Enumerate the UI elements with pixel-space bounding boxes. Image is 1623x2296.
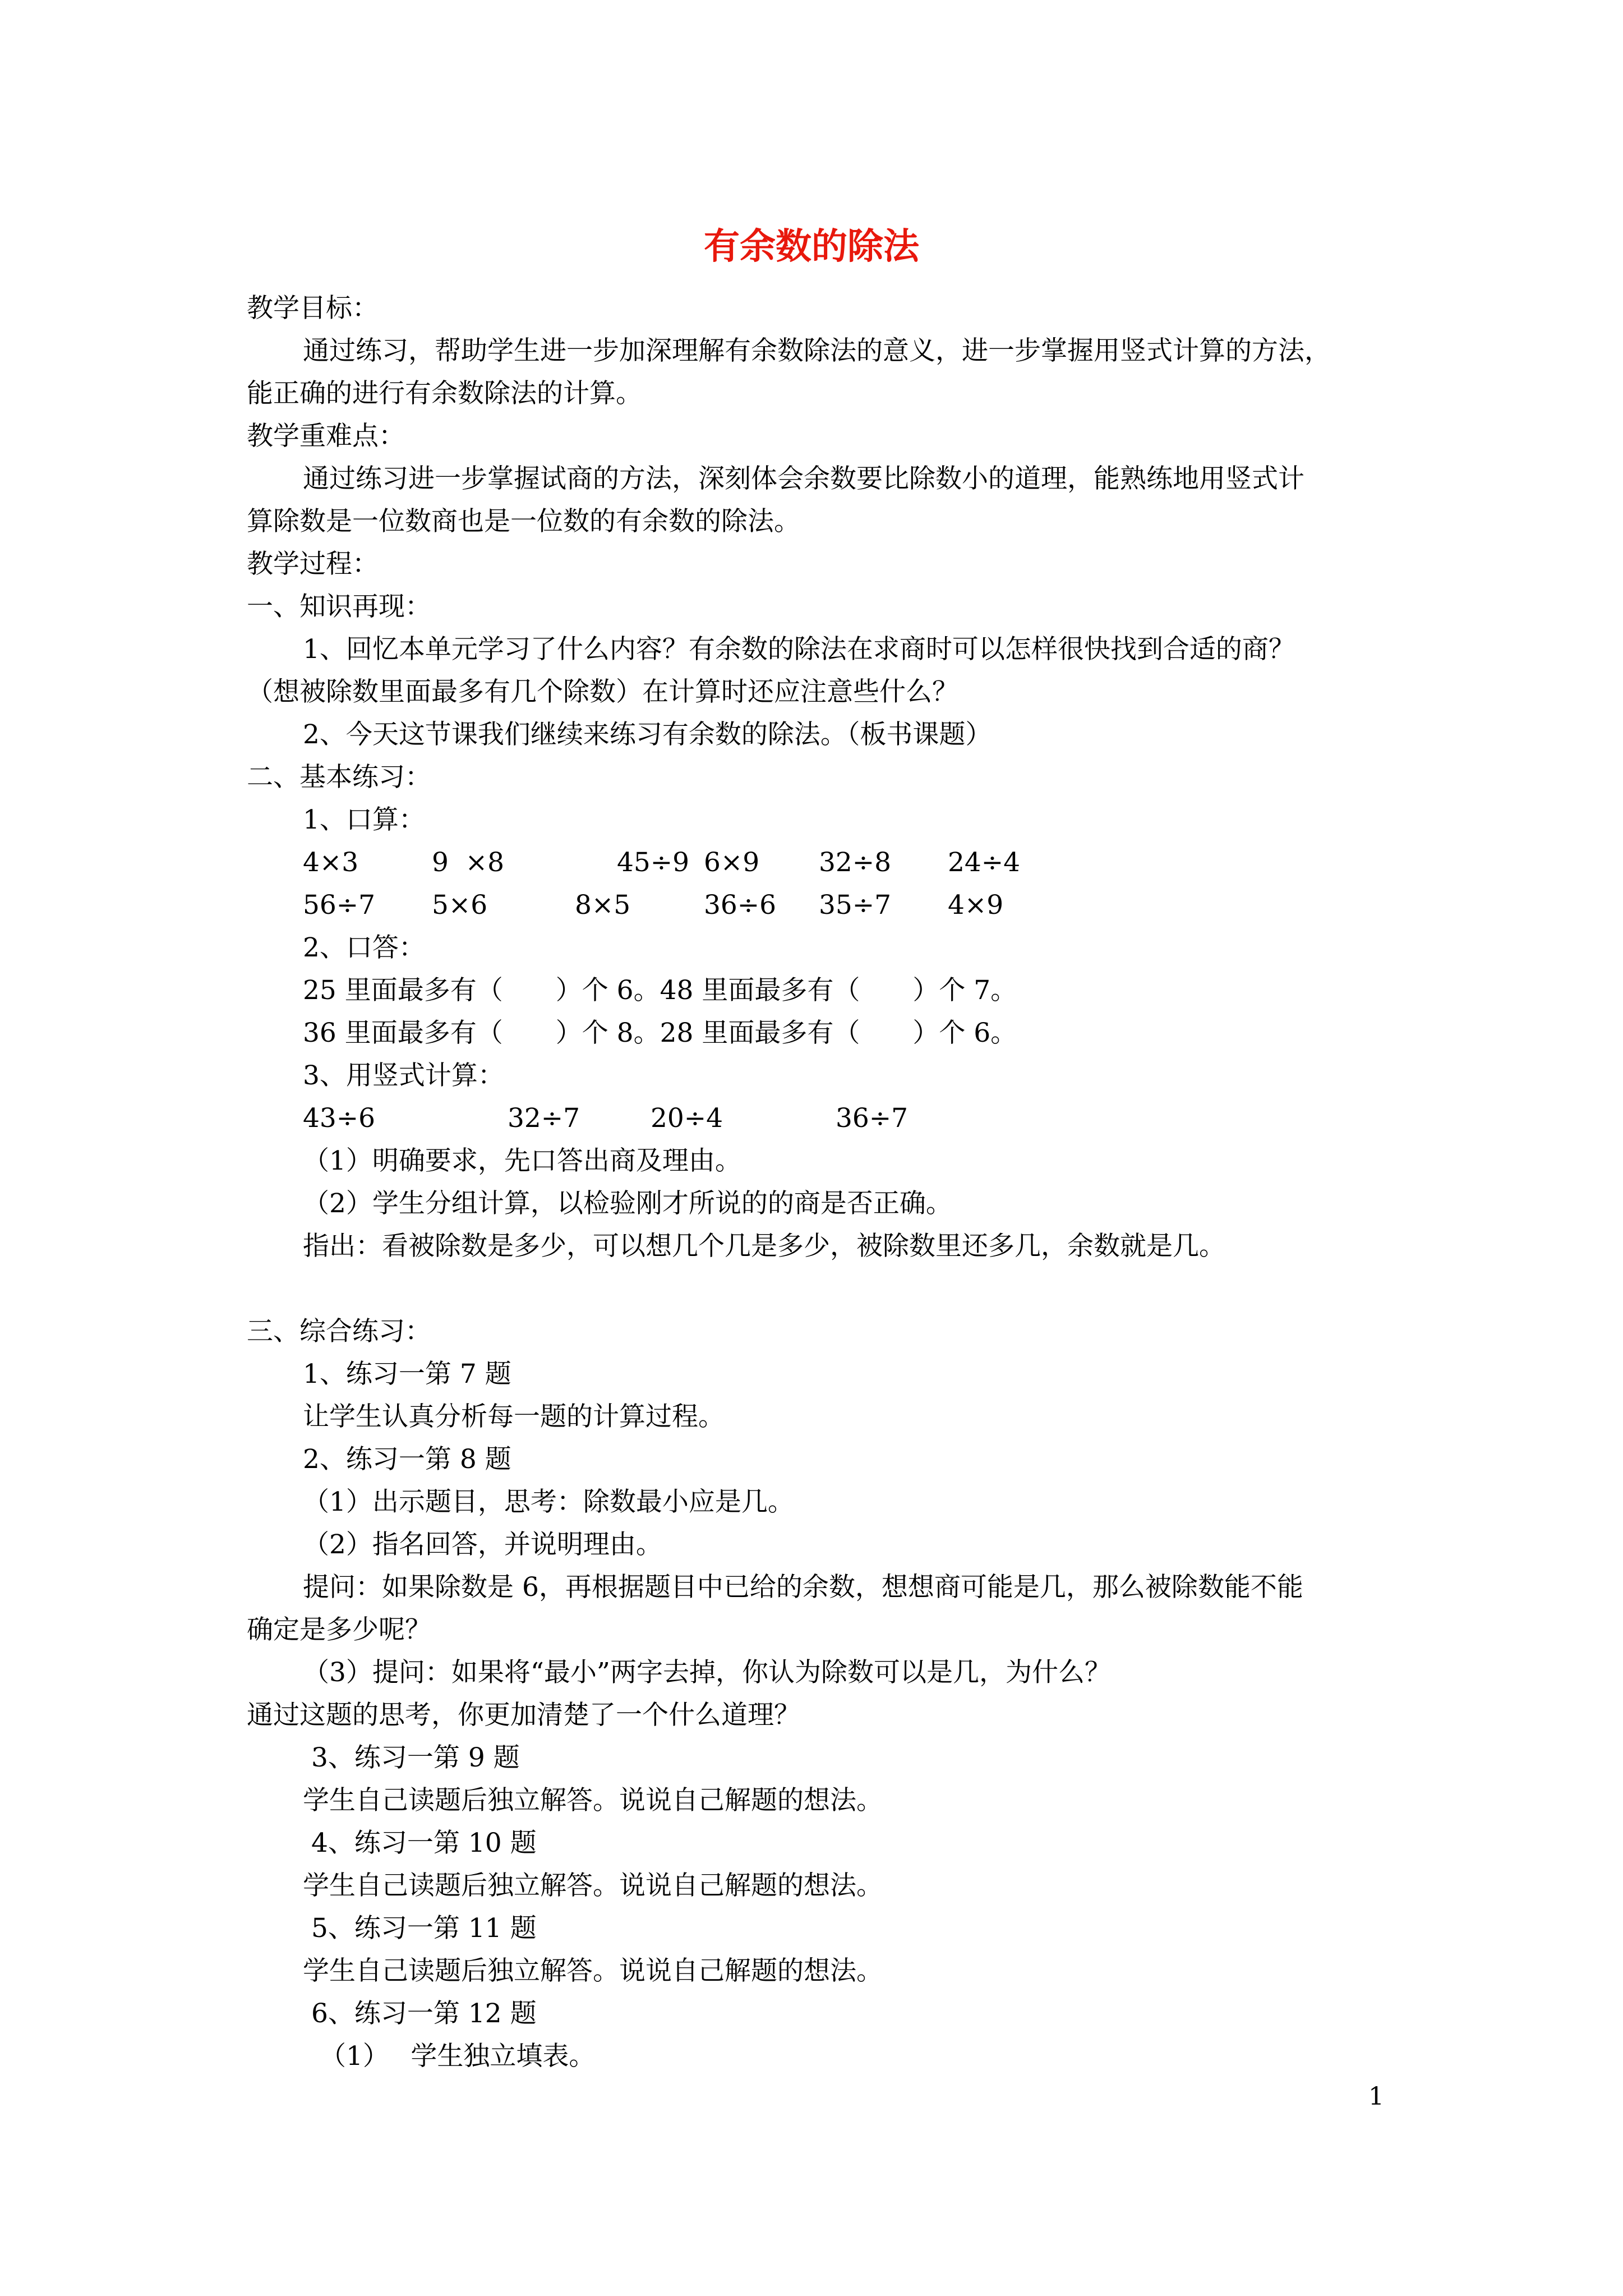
section-3-item-3: 3、练习一第 9 题 (311, 1742, 520, 1773)
section-2-item-2: 2、口答： (303, 932, 425, 963)
section-3-item-4: 4、练习一第 10 题 (311, 1828, 537, 1858)
goal-line-2: 能正确的进行有余数除法的计算。 (247, 378, 642, 409)
section-2-item-3b: （2）学生分组计算，以检验刚才所说的的商是否正确。 (303, 1188, 952, 1219)
section-3-item-6a: （1） 学生独立填表。 (320, 2041, 596, 2072)
section-1-item-1b: （想被除数里面最多有几个除数）在计算时还应注意些什么？ (247, 677, 958, 707)
vertical-calc-row (0, 1102, 1623, 1135)
mental-math-row-1 (0, 846, 1623, 880)
math-expression: 32÷7 (508, 1103, 580, 1134)
section-3-item-2c-line-1: 提问：如果除数是 6，再根据题目中已给的余数，想想商可能是几，那么被除数能不能 (303, 1572, 1303, 1603)
math-expression: 32÷8 (819, 847, 892, 878)
page-number: 1 (1368, 2082, 1384, 2111)
section-2-item-3c: 指出：看被除数是多少，可以想几个几是多少，被除数里还多几，余数就是几。 (303, 1231, 1225, 1262)
section-3-item-2e: 通过这题的思考，你更加清楚了一个什么道理？ (247, 1700, 800, 1731)
math-expression: 56÷7 (303, 890, 376, 921)
math-expression: 8×5 (575, 890, 631, 921)
math-expression: 35÷7 (819, 890, 892, 921)
section-3-item-2a: （1）出示题目，思考：除数最小应是几。 (303, 1487, 794, 1517)
math-expression: 4×3 (303, 847, 359, 878)
section-2-item-3a: （1）明确要求，先口答出商及理由。 (303, 1145, 741, 1176)
process-heading: 教学过程： (247, 549, 379, 579)
key-line-1: 通过练习进一步掌握试商的方法，深刻体会余数要比除数小的道理，能熟练地用竖式计 (303, 463, 1304, 494)
goal-line-1: 通过练习，帮助学生进一步加深理解有余数除法的意义，进一步掌握用竖式计算的方法， (303, 335, 1331, 366)
section-1-item-2: 2、今天这节课我们继续来练习有余数的除法。（板书课题） (303, 719, 992, 750)
section-2-heading: 二、基本练习： (247, 762, 431, 793)
section-3-item-1a: 让学生认真分析每一题的计算过程。 (303, 1401, 725, 1432)
section-2-item-1: 1、口算： (303, 804, 425, 835)
section-3-item-4a: 学生自己读题后独立解答。说说自己解题的想法。 (303, 1870, 883, 1901)
goal-heading: 教学目标： (247, 293, 379, 324)
math-expression: 36÷6 (704, 890, 777, 921)
section-3-item-6: 6、练习一第 12 题 (311, 1998, 537, 2029)
section-3-item-2d: （3）提问：如果将“最小”两字去掉，你认为除数可以是几，为什么？ (303, 1657, 1111, 1688)
key-heading: 教学重难点： (247, 421, 405, 452)
math-expression: 24÷4 (948, 847, 1021, 878)
mental-math-row-2 (0, 889, 1623, 922)
section-3-item-2c-line-2: 确定是多少呢？ (247, 1614, 431, 1645)
section-3-item-5a: 学生自己读题后独立解答。说说自己解题的想法。 (303, 1955, 883, 1986)
oral-answer-line-2: 36 里面最多有（ ）个 8。28 里面最多有（ ）个 6。 (303, 1018, 1017, 1048)
section-2-item-3: 3、用竖式计算： (303, 1060, 504, 1091)
section-1-item-1a: 1、回忆本单元学习了什么内容？有余数的除法在求商时可以怎样很快找到合适的商？ (303, 634, 1295, 665)
section-3-item-5: 5、练习一第 11 题 (311, 1913, 537, 1944)
section-3-item-2: 2、练习一第 8 题 (303, 1444, 511, 1475)
section-3-item-1: 1、练习一第 7 题 (303, 1359, 511, 1389)
section-3-item-2b: （2）指名回答，并说明理由。 (303, 1529, 662, 1560)
section-3-item-3a: 学生自己读题后独立解答。说说自己解题的想法。 (303, 1785, 883, 1816)
section-3-heading: 三、综合练习： (247, 1316, 431, 1347)
section-1-heading: 一、知识再现： (247, 591, 431, 622)
oral-answer-line-1: 25 里面最多有（ ）个 6。48 里面最多有（ ）个 7。 (303, 975, 1017, 1006)
math-expression: 43÷6 (303, 1103, 376, 1134)
math-expression: 4×9 (948, 890, 1004, 921)
math-expression: 9 ×8 (432, 847, 505, 878)
document-title: 有余数的除法 (704, 226, 919, 268)
math-expression: 20÷4 (651, 1103, 723, 1134)
math-expression: 6×9 (704, 847, 760, 878)
key-line-2: 算除数是一位数商也是一位数的有余数的除法。 (247, 506, 800, 537)
math-expression: 5×6 (432, 890, 488, 921)
math-expression: 45÷9 (617, 847, 690, 878)
math-expression: 36÷7 (836, 1103, 909, 1134)
